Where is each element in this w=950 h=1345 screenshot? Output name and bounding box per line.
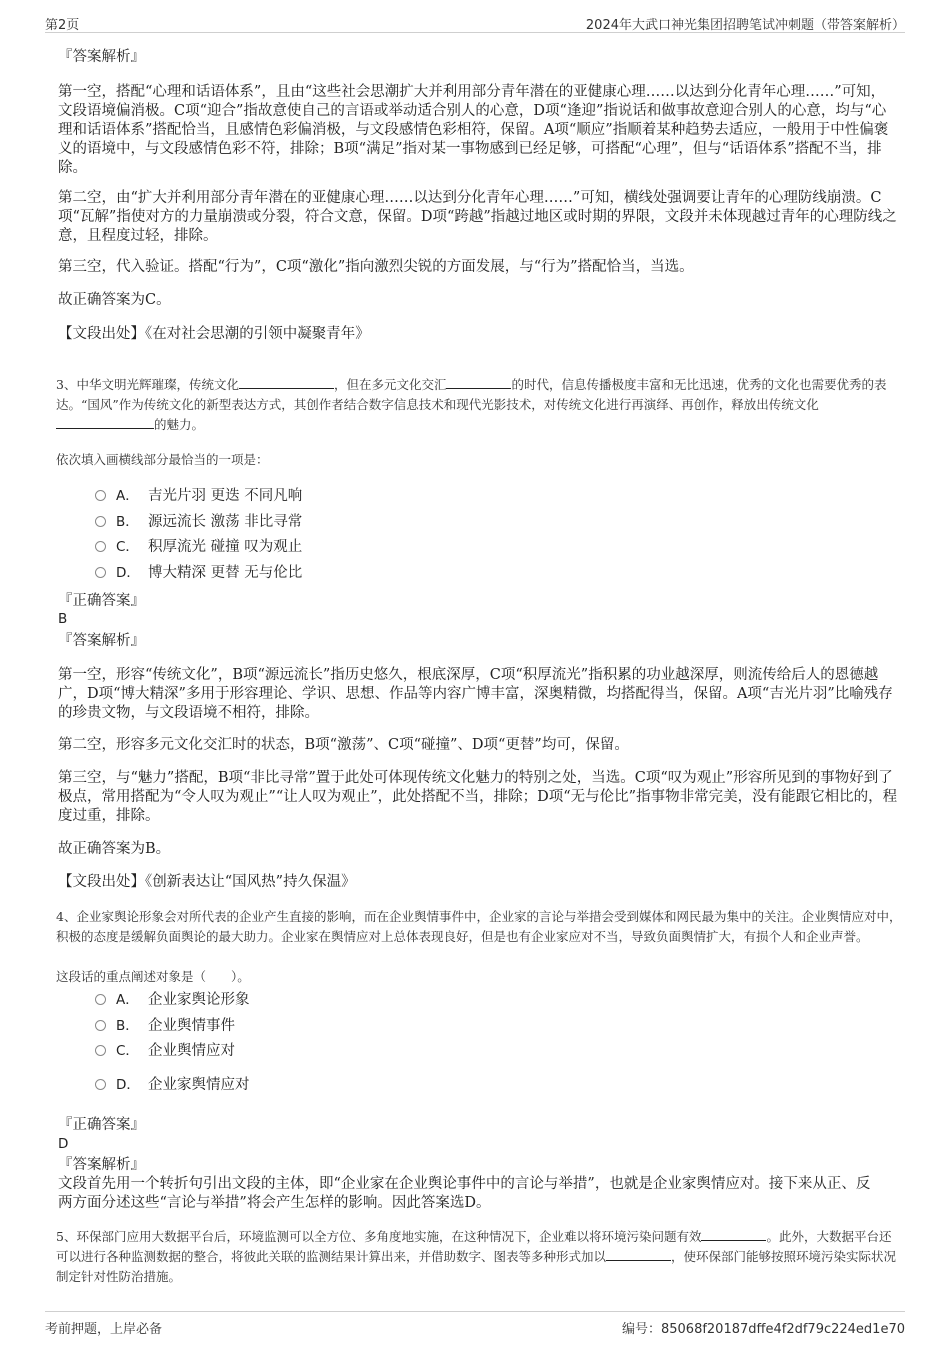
radio-icon[interactable] bbox=[95, 994, 106, 1005]
q4-analysis-label: 『答案解析』 bbox=[58, 1157, 145, 1173]
q3-option-b[interactable]: B． 源远流长 激荡 非比寻常 bbox=[95, 512, 302, 532]
q3-stem: 3、中华文明光辉璀璨，传统文化 ，但在多元文化交汇 的时代，信息传播极度丰富和无比迅速，优秀的文化也需要优秀的表达。“国风”作为传统文化的新型表达方式，其创作者结合数字信息技术和现代光影技术，对传统文化进行再演绎、再创作，释放出传统文化的魅力。 bbox=[56, 377, 887, 432]
radio-icon[interactable] bbox=[95, 541, 106, 552]
q4-answer: D bbox=[58, 1136, 69, 1152]
q3-blank-2 bbox=[446, 375, 511, 389]
q3-analysis-para1: 第一空，形容“传统文化”，B项“源远流长”指历史悠久，根底深厚，C项“积厚流光”指积累的功业越深厚，则流传给后人的恩德越广，D项“博大精深”多用于形容理论、学识、思想、作品等内容广博丰富，深奥精微，均搭配得当，保留。A项“吉光片羽”比喻残存的珍贵文物，与文段语境不相符，排除。 bbox=[58, 667, 893, 721]
q2-conclusion: 故正确答案为C。 bbox=[58, 292, 171, 308]
q3-blank-1 bbox=[239, 375, 334, 389]
q2-analysis-para2: 第二空，由“扩大并利用部分青年潜在的亚健康心理……以达到分化青年心理……”可知，横线处强调要让青年的心理防线崩溃。C项“瓦解”指使对方的力量崩溃或分裂，符合文意，保留。D项“跨越”指越过地区或时期的界限，文段并未体现越过青年的心理防线之意，且程度过轻，排除。 bbox=[58, 190, 897, 244]
radio-icon[interactable] bbox=[95, 1020, 106, 1031]
q2-source: 【文段出处】《在对社会思潮的引领中凝聚青年》 bbox=[58, 326, 370, 342]
q4-option-d[interactable]: D． 企业家舆情应对 bbox=[95, 1075, 250, 1095]
q2-analysis-para3: 第三空，代入验证。搭配“行为”，C项“激化”指向激烈尖锐的方面发展，与“行为”搭配恰当，当选。 bbox=[58, 259, 694, 275]
q3-analysis-label: 『答案解析』 bbox=[58, 633, 145, 649]
radio-icon[interactable] bbox=[95, 1079, 106, 1090]
q3-analysis-para2: 第二空，形容多元文化交汇时的状态，B项“激荡”、C项“碰撞”、D项“更替”均可，保留。 bbox=[58, 737, 629, 753]
q3-answer: B bbox=[58, 611, 68, 627]
q3-option-a[interactable]: A． 吉光片羽 更迭 不同凡响 bbox=[95, 486, 302, 506]
q2-analysis-label: 『答案解析』 bbox=[58, 49, 145, 65]
q3-option-c[interactable]: C． 积厚流光 碰撞 叹为观止 bbox=[95, 537, 302, 557]
q3-blank-3 bbox=[56, 415, 154, 429]
document-title: 2024年大武口神光集团招聘笔试冲刺题（带答案解析） bbox=[585, 18, 905, 33]
q3-analysis-para3: 第三空，与“魅力”搭配，B项“非比寻常”置于此处可体现传统文化魅力的特别之处，当选。C项“叹为观止”形容所见到的事物好到了极点，常用搭配为“令人叹为观止”“让人叹为观止”，此处搭配不当，排除；D项“无与伦比”指事物非常完美，没有能跟它相比的，程度过重，排除。 bbox=[58, 770, 898, 824]
footer-serial: 编号：85068f20187dffe4f2df79c224ed1e70 bbox=[621, 1322, 905, 1337]
q5-blank-1 bbox=[701, 1227, 766, 1241]
radio-icon[interactable] bbox=[95, 567, 106, 578]
radio-icon[interactable] bbox=[95, 516, 106, 527]
q3-source: 【文段出处】《创新表达让“国风热”持久保温》 bbox=[58, 874, 356, 890]
q3-answer-label: 『正确答案』 bbox=[58, 593, 145, 609]
q3-prompt: 依次填入画横线部分最恰当的一项是： bbox=[56, 452, 269, 467]
page-footer bbox=[45, 1311, 905, 1340]
radio-icon[interactable] bbox=[95, 490, 106, 501]
q4-analysis-para1: 文段首先用一个转折句引出文段的主体，即“企业家在企业舆论事件中的言论与举措”，也就是企业家舆情应对。接下来从正、反两方面分述这些“言论与举措”将会产生怎样的影响。因此答案选D。 bbox=[58, 1176, 871, 1211]
footer-slogan: 考前押题，上岸必备 bbox=[45, 1322, 163, 1337]
page-header bbox=[45, 10, 905, 33]
q4-prompt: 这段话的重点阐述对象是（ ）。 bbox=[56, 969, 250, 984]
q4-stem: 4、企业家舆论形象会对所代表的企业产生直接的影响，而在企业舆情事件中，企业家的言论与举措会受到媒体和网民最为集中的关注。企业舆情应对中，积极的态度是缓解负面舆论的最大助力。企业家在舆情应对上总体表现良好，但是也有企业家应对不当，导致负面舆情扩大，有损个人和企业声誉。 bbox=[56, 909, 902, 944]
q5-stem: 5、环保部门应用大数据平台后，环境监测可以全方位、多角度地实施，在这种情况下，企业难以将环境污染问题有效 。此外，大数据平台还可以进行各种监测数据的整合，将彼此关联的监测结果计算出来，并借助数字、图表等多种形式加以 ，使环保部门能够按照环境污染实际状况制定针对性防治措施。 bbox=[56, 1229, 897, 1284]
q4-answer-label: 『正确答案』 bbox=[58, 1117, 145, 1133]
q3-option-d[interactable]: D． 博大精深 更替 无与伦比 bbox=[95, 563, 302, 583]
q2-analysis-para1: 第一空，搭配“心理和话语体系”，且由“这些社会思潮扩大并利用部分青年潜在的亚健康心理……以达到分化青年心理……”可知，文段语境偏消极。C项“迎合”指故意使自己的言语或举动适合别人的心意，D项“逢迎”指说话和做事故意迎合别人的心意，均与“心理和话语体系”搭配恰当，且感情色彩偏消极，与文段感情色彩相符，保留。A项“顺应”指顺着某种趋势去适应，一般用于中性偏褒义的语境中，与文段感情色彩不符，排除；B项“满足”指对某一事物感到已经足够，可搭配“心理”，但与“话语体系”搭配不当，排除。 bbox=[58, 84, 889, 176]
page-number: 第2页 bbox=[45, 18, 80, 33]
q4-option-a[interactable]: A． 企业家舆论形象 bbox=[95, 990, 250, 1010]
q5-blank-2 bbox=[606, 1247, 671, 1261]
q4-option-b[interactable]: B． 企业舆情事件 bbox=[95, 1016, 235, 1036]
q3-conclusion: 故正确答案为B。 bbox=[58, 841, 171, 857]
q4-option-c[interactable]: C． 企业舆情应对 bbox=[95, 1041, 235, 1061]
radio-icon[interactable] bbox=[95, 1045, 106, 1056]
